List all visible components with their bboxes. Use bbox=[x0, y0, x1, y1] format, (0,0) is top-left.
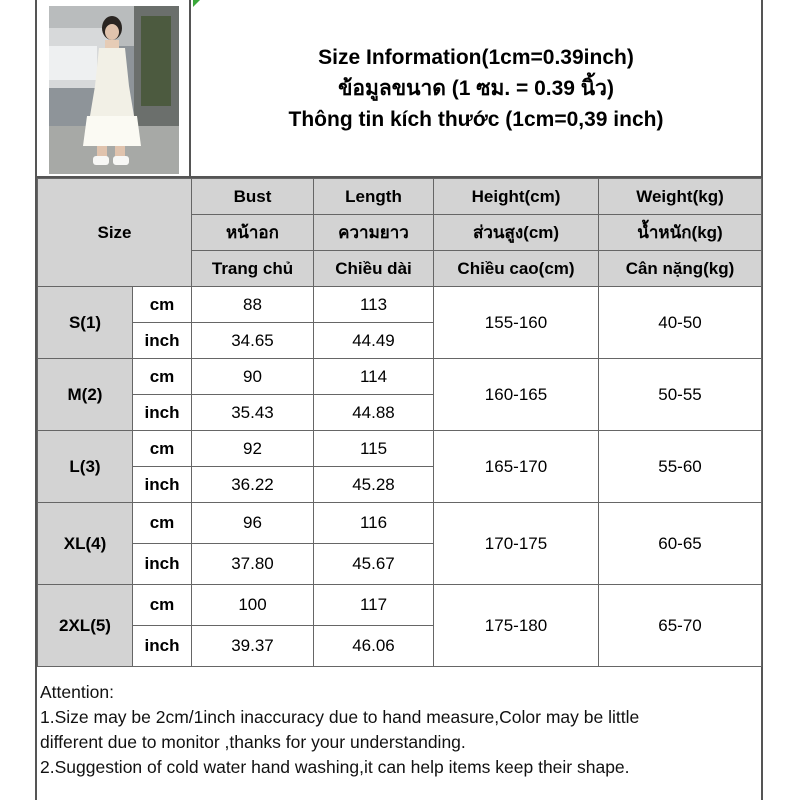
unit-cm: cm bbox=[133, 359, 192, 395]
product-photo-cell bbox=[37, 0, 191, 178]
length-cm: 113 bbox=[314, 287, 434, 323]
column-header-weight-th: น้ำหนัก(kg) bbox=[599, 215, 762, 251]
size-name: XL(4) bbox=[38, 503, 133, 585]
weight-range: 55-60 bbox=[599, 431, 762, 503]
length-cm: 117 bbox=[314, 585, 434, 626]
column-header-bust-en: Bust bbox=[192, 179, 314, 215]
bust-cm: 100 bbox=[192, 585, 314, 626]
table-row bbox=[38, 503, 762, 544]
unit-cm: cm bbox=[133, 585, 192, 626]
bust-cm: 88 bbox=[192, 287, 314, 323]
table-row bbox=[38, 431, 762, 467]
height-range: 175-180 bbox=[434, 585, 599, 667]
weight-range: 65-70 bbox=[599, 585, 762, 667]
column-header-bust-vi: Trang chủ bbox=[192, 251, 314, 287]
product-photo bbox=[49, 6, 179, 174]
column-header-weight-vi: Cân nặng(kg) bbox=[599, 251, 762, 287]
bust-cm: 92 bbox=[192, 431, 314, 467]
height-range: 165-170 bbox=[434, 431, 599, 503]
weight-range: 50-55 bbox=[599, 359, 762, 431]
size-table bbox=[37, 178, 762, 667]
size-header: Size bbox=[38, 179, 192, 287]
length-cm: 115 bbox=[314, 431, 434, 467]
table-row bbox=[38, 287, 762, 323]
attention-heading: Attention: bbox=[40, 682, 114, 702]
length-inch: 45.28 bbox=[314, 467, 434, 503]
title-thai: ข้อมูลขนาด (1 ซม. = 0.39 นิ้ว) bbox=[338, 76, 614, 100]
bust-inch: 39.37 bbox=[192, 626, 314, 667]
size-name: S(1) bbox=[38, 287, 133, 359]
length-cm: 114 bbox=[314, 359, 434, 395]
column-header-weight-en: Weight(kg) bbox=[599, 179, 762, 215]
attention-line-2: different due to monitor ,thanks for your understanding. bbox=[40, 732, 466, 752]
height-range: 160-165 bbox=[434, 359, 599, 431]
length-inch: 46.06 bbox=[314, 626, 434, 667]
length-inch: 44.49 bbox=[314, 323, 434, 359]
bust-inch: 37.80 bbox=[192, 544, 314, 585]
height-range: 170-175 bbox=[434, 503, 599, 585]
title-vietnamese: Thông tin kích thước (1cm=0,39 inch) bbox=[288, 107, 664, 131]
unit-cm: cm bbox=[133, 431, 192, 467]
bust-inch: 36.22 bbox=[192, 467, 314, 503]
length-cm: 116 bbox=[314, 503, 434, 544]
unit-inch: inch bbox=[133, 467, 192, 503]
size-name: 2XL(5) bbox=[38, 585, 133, 667]
table-row bbox=[38, 585, 762, 626]
attention-line-1: 1.Size may be 2cm/1inch inaccuracy due to hand measure,Color may be little bbox=[40, 707, 640, 727]
weight-range: 60-65 bbox=[599, 503, 762, 585]
attention-notes bbox=[40, 680, 758, 780]
size-name: L(3) bbox=[38, 431, 133, 503]
column-header-height-vi: Chiều cao(cm) bbox=[434, 251, 599, 287]
table-row bbox=[38, 359, 762, 395]
bust-cm: 90 bbox=[192, 359, 314, 395]
length-inch: 44.88 bbox=[314, 395, 434, 431]
title-english: Size Information(1cm=0.39inch) bbox=[318, 45, 634, 69]
unit-inch: inch bbox=[133, 395, 192, 431]
column-header-length-en: Length bbox=[314, 179, 434, 215]
unit-inch: inch bbox=[133, 544, 192, 585]
unit-cm: cm bbox=[133, 287, 192, 323]
dress-model-image bbox=[49, 6, 179, 174]
height-range: 155-160 bbox=[434, 287, 599, 359]
unit-inch: inch bbox=[133, 626, 192, 667]
title-block bbox=[191, 0, 761, 178]
attention-line-3: 2.Suggestion of cold water hand washing,it can help items keep their shape. bbox=[40, 757, 630, 777]
bust-inch: 35.43 bbox=[192, 395, 314, 431]
bust-cm: 96 bbox=[192, 503, 314, 544]
weight-range: 40-50 bbox=[599, 287, 762, 359]
column-header-bust-th: หน้าอก bbox=[192, 215, 314, 251]
length-inch: 45.67 bbox=[314, 544, 434, 585]
bust-inch: 34.65 bbox=[192, 323, 314, 359]
column-header-height-th: ส่วนสูง(cm) bbox=[434, 215, 599, 251]
unit-inch: inch bbox=[133, 323, 192, 359]
column-header-length-vi: Chiều dài bbox=[314, 251, 434, 287]
column-header-height-en: Height(cm) bbox=[434, 179, 599, 215]
size-name: M(2) bbox=[38, 359, 133, 431]
unit-cm: cm bbox=[133, 503, 192, 544]
column-header-length-th: ความยาว bbox=[314, 215, 434, 251]
